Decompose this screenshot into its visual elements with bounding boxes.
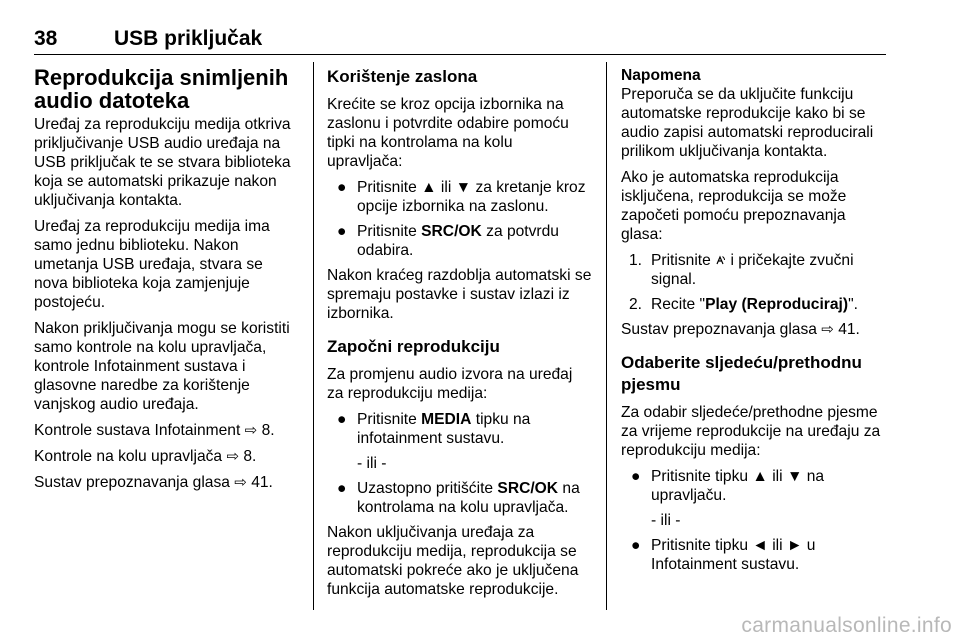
header-rule <box>34 54 886 55</box>
step-number: 1. <box>629 252 643 269</box>
cross-reference[interactable]: Sustav prepoznavanja glasa ⇨ 41. <box>621 321 860 338</box>
bullet-list <box>327 410 592 448</box>
paragraph: Nakon uključivanja uređaja za reprodukciju medija, reprodukcija se automatski pokreće ako je uključena funkcija automatske reprodukcije. <box>327 524 579 598</box>
paragraph: Za odabir sljedeće/prethodne pjesme za vrijeme reprodukcije na uređaju za reprodukciju medija: <box>621 404 881 459</box>
bullet-icon: ● <box>337 411 347 428</box>
bullet-list <box>327 178 592 260</box>
voice-command-icon <box>715 254 726 266</box>
bullet-list <box>327 479 592 517</box>
bullet-icon: ● <box>337 223 347 240</box>
watermark: carmanualsonline.info <box>741 614 952 637</box>
page-ref-arrow-icon: ⇨ <box>234 474 247 491</box>
list-item: 2. Recite "Play (Reproduciraj)". <box>629 296 858 313</box>
list-item: ● Pritisnite ▲ ili ▼ za kretanje kroz opcije izbornika na zaslonu. <box>337 179 586 215</box>
down-arrow-icon: ▼ <box>786 468 803 485</box>
paragraph: Za promjenu audio izvora na uređaj za reprodukciju medija: <box>327 366 573 402</box>
or-separator: - ili - <box>357 455 387 472</box>
key-label: SRC/OK <box>421 223 482 240</box>
cross-reference[interactable]: Sustav prepoznavanja glasa ⇨ 41. <box>34 474 273 491</box>
voice-command-label: Play (Reproduciraj) <box>705 296 849 313</box>
paragraph: Nakon kraćeg razdoblja automatski se spremaju postavke i sustav izlazi iz izbornika. <box>327 267 592 322</box>
paragraph: Nakon priključivanja mogu se koristiti samo kontrole na kolu upravljača, kontrole Infotainment sustava i glasovne naredbe za korištenje vanjskog audio uređaja. <box>34 320 290 413</box>
list-item: ● Uzastopno pritišćite SRC/OK na kontrolama na kolu upravljača. <box>337 480 580 516</box>
page-header <box>34 20 886 54</box>
section-heading-koristenje-zaslona: Korištenje zaslona <box>327 67 478 86</box>
note-box <box>621 66 887 161</box>
list-item: ● Pritisnite tipku ▲ ili ▼ na upravljaču. <box>631 468 825 504</box>
section-heading-reprodukcija: Reprodukcija snimljenih audio datoteka <box>34 65 289 113</box>
up-arrow-icon: ▲ <box>421 179 437 196</box>
column-divider-2 <box>606 62 607 610</box>
bullet-icon: ● <box>337 179 347 196</box>
column-1 <box>34 66 296 499</box>
page-ref-arrow-icon: ⇨ <box>821 321 834 338</box>
bullet-list <box>621 536 887 574</box>
paragraph: Krećite se kroz opcija izbornika na zaslonu i potvrdite odabire pomoću tipki na kontrolama na kolu upravljača: <box>327 96 569 170</box>
left-arrow-icon: ◄ <box>752 537 768 554</box>
bullet-icon: ● <box>631 468 641 485</box>
paragraph: Uređaj za reprodukciju medija otkriva priključivanje USB audio uređaja na USB priključak te se stvara biblioteka koja se automatski prikazuje nakon uključivanja kontakta. <box>34 116 291 209</box>
step-number: 2. <box>629 296 643 313</box>
numbered-list <box>621 251 887 314</box>
key-label: SRC/OK <box>497 480 559 497</box>
section-heading-zapocni: Započni reprodukciju <box>327 337 500 356</box>
note-title: Napomena <box>621 67 701 84</box>
column-divider-1 <box>313 62 314 610</box>
column-3 <box>621 66 887 580</box>
list-item: ● Pritisnite tipku ◄ ili ► u Infotainment sustavu. <box>631 537 816 573</box>
page-ref-arrow-icon: ⇨ <box>244 422 258 439</box>
bullet-icon: ● <box>631 537 641 554</box>
cross-reference[interactable]: Kontrole na kolu upravljača ⇨ 8. <box>34 448 257 465</box>
page-ref-arrow-icon: ⇨ <box>226 448 240 465</box>
up-arrow-icon: ▲ <box>752 468 768 485</box>
section-heading-odaberite: Odaberite sljedeću/prethodnu pjesmu <box>621 353 862 394</box>
page-title: USB priključak <box>114 27 263 50</box>
list-item: 1. Pritisnite i pričekajte zvučni signal. <box>629 252 854 288</box>
or-separator: - ili - <box>651 512 681 529</box>
note-body: Preporuča se da uključite funkciju automatske reprodukcije kako bi se audio zapisi automatski reproducirali prilikom uključivanja kontakta. <box>621 86 874 160</box>
key-label: MEDIA <box>421 411 472 428</box>
down-arrow-icon: ▼ <box>455 179 472 196</box>
list-item: ● Pritisnite SRC/OK za potvrdu odabira. <box>337 223 559 259</box>
paragraph: Ako je automatska reprodukcija isključena, reprodukcija se može započeti pomoću prepoznavanja glasa: <box>621 169 847 243</box>
cross-reference[interactable]: Kontrole sustava Infotainment ⇨ 8. <box>34 422 275 439</box>
right-arrow-icon: ► <box>786 537 803 554</box>
page-number: 38 <box>34 27 58 50</box>
column-2 <box>327 66 592 606</box>
paragraph: Uređaj za reprodukciju medija ima samo jednu biblioteku. Nakon umetanja USB uređaja, stvara se nova biblioteka koja zamjenjuje postojeću. <box>34 218 270 311</box>
list-item: ● Pritisnite MEDIA tipku na infotainment sustavu. <box>337 411 531 447</box>
bullet-icon: ● <box>337 480 347 497</box>
bullet-list <box>621 467 887 505</box>
